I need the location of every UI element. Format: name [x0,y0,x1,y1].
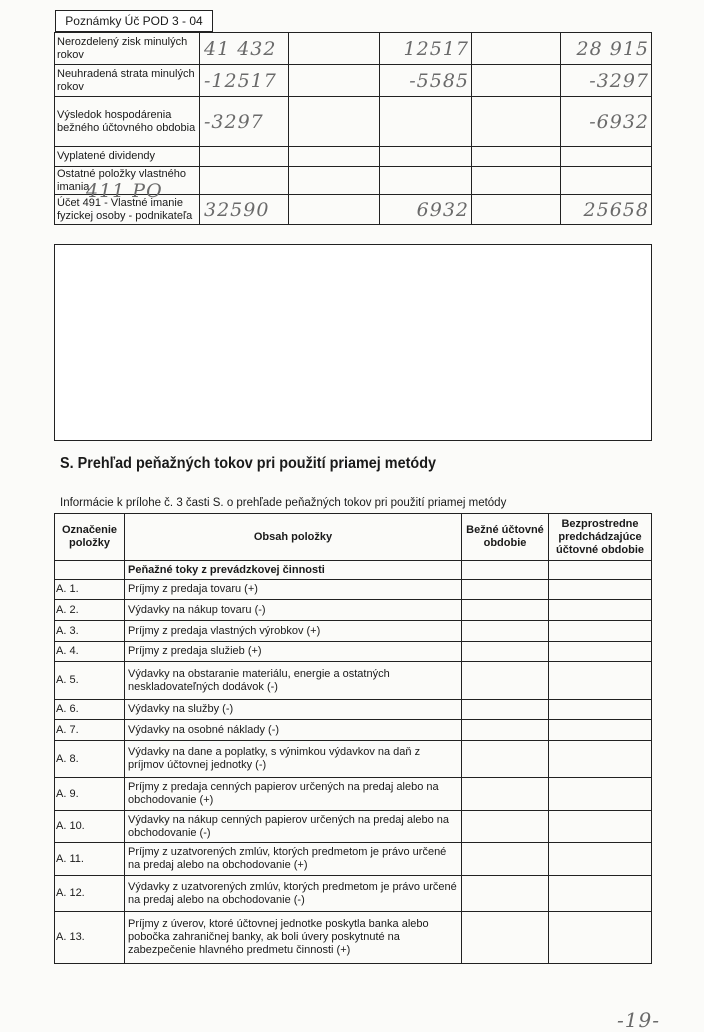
handwritten-value: 25658 [583,198,649,221]
equity-value-cell [380,147,472,167]
cashflow-row [55,621,652,642]
handwritten-value: 32590 [204,198,270,221]
cashflow-row [55,600,652,621]
row-description: Príjmy z predaja služieb (+) [125,642,462,662]
row-description: Výdavky z uzatvorených zmlúv, ktorých predmetom je právo určené na predaj alebo na obchodovanie (-) [125,876,462,912]
previous-period-value [549,700,652,720]
row-code: A. 11. [55,843,125,876]
previous-period-value [549,741,652,778]
row-description: Výdavky na dane a poplatky, s výnimkou výdavkov na daň z príjmov účtovnej jednotky (-) [125,741,462,778]
handwritten-value: -12517 [204,69,277,92]
current-period-value [462,662,549,700]
row-code: A. 8. [55,741,125,778]
row-description: Výdavky na nákup tovaru (-) [125,600,462,621]
row-description: Výdavky na nákup cenných papierov určených na predaj alebo na obchodovanie (-) [125,811,462,843]
cashflow-row [55,642,652,662]
section-subtitle: Informácie k prílohe č. 3 časti S. o prehľade peňažných tokov pri použití priamej metódy [60,497,507,509]
cashflow-row [55,662,652,700]
cashflow-row [55,720,652,741]
equity-value-cell [380,195,472,225]
previous-period-value [549,843,652,876]
notes-box [54,244,652,441]
equity-row [55,147,652,167]
equity-value-cell [561,97,652,147]
handwritten-value: -3297 [589,69,649,92]
equity-value-cell [472,97,561,147]
page-number: -19- [617,1008,660,1032]
cashflow-group-row [55,561,652,580]
cashflow-table [54,513,652,964]
equity-value-cell [561,147,652,167]
current-period-value [462,642,549,662]
equity-value-cell [472,65,561,97]
equity-value-cell [200,97,289,147]
previous-period-value [549,580,652,600]
current-period-value [462,741,549,778]
equity-value-cell [561,65,652,97]
previous-period-value [549,600,652,621]
equity-value-cell [380,97,472,147]
row-description: Výdavky na služby (-) [125,700,462,720]
row-code: A. 10. [55,811,125,843]
header-description: Obsah položky [125,514,462,561]
section-title: S. Prehľad peňažných tokov pri použití priamej metódy [60,455,437,472]
equity-row-label: Ostatné položky vlastného imania [55,167,200,195]
handwritten-value: -5585 [409,69,469,92]
empty-cell [549,561,652,580]
row-code: A. 13. [55,912,125,964]
handwritten-value: -6932 [589,110,649,133]
cashflow-row [55,741,652,778]
equity-value-cell [200,65,289,97]
current-period-value [462,600,549,621]
header-current-period: Bežné účtovné obdobie [462,514,549,561]
handwritten-note: 411 PO [86,180,163,202]
current-period-value [462,876,549,912]
previous-period-value [549,912,652,964]
current-period-value [462,912,549,964]
previous-period-value [549,621,652,642]
row-code: A. 3. [55,621,125,642]
cashflow-row [55,876,652,912]
current-period-value [462,700,549,720]
previous-period-value [549,642,652,662]
previous-period-value [549,662,652,700]
equity-value-cell [200,167,289,195]
equity-row-label: Účet 491 - Vlastné imanie fyzickej osoby - podnikateľa [55,195,200,225]
cashflow-row [55,778,652,811]
equity-value-cell [472,33,561,65]
equity-value-cell [561,167,652,195]
previous-period-value [549,876,652,912]
handwritten-value: 28 915 [576,37,649,60]
row-code: A. 5. [55,662,125,700]
equity-row-label: Vyplatené dividendy [55,147,200,167]
equity-value-cell [289,147,380,167]
row-code: A. 1. [55,580,125,600]
form-label: Poznámky Úč POD 3 - 04 [55,10,213,32]
cashflow-row [55,843,652,876]
equity-row [55,65,652,97]
equity-value-cell [472,167,561,195]
header-code: Označenie položky [55,514,125,561]
current-period-value [462,843,549,876]
row-code: A. 2. [55,600,125,621]
current-period-value [462,778,549,811]
current-period-value [462,580,549,600]
row-code: A. 7. [55,720,125,741]
row-description: Príjmy z predaja cenných papierov určených na predaj alebo na obchodovanie (+) [125,778,462,811]
row-description: Príjmy z úverov, ktoré účtovnej jednotke poskytla banka alebo pobočka zahraničnej banky, ak boli úvery poskytnuté na zabezpečenie hlavného predmetu činnosti (+) [125,912,462,964]
handwritten-value: -3297 [204,110,264,133]
row-code: A. 6. [55,700,125,720]
previous-period-value [549,778,652,811]
equity-row-label: Nerozdelený zisk minulých rokov [55,33,200,65]
equity-value-cell [561,195,652,225]
handwritten-value: 6932 [416,198,469,221]
cashflow-row [55,811,652,843]
current-period-value [462,621,549,642]
row-description: Príjmy z uzatvorených zmlúv, ktorých predmetom je právo určené na predaj alebo na obchodovanie (+) [125,843,462,876]
current-period-value [462,811,549,843]
row-description: Výdavky na obstaranie materiálu, energie a ostatných neskladovateľných dodávok (-) [125,662,462,700]
equity-value-cell [289,97,380,147]
equity-value-cell [289,33,380,65]
handwritten-value: 12517 [403,37,469,60]
equity-value-cell [472,147,561,167]
cashflow-row [55,580,652,600]
equity-row [55,97,652,147]
current-period-value [462,720,549,741]
cashflow-row [55,700,652,720]
row-code: A. 4. [55,642,125,662]
handwritten-value: 41 432 [204,37,277,60]
row-code: A. 12. [55,876,125,912]
equity-row-label: Výsledok hospodárenia bežného účtovného obdobia [55,97,200,147]
row-description: Príjmy z predaja tovaru (+) [125,580,462,600]
equity-value-cell [380,65,472,97]
equity-value-cell [289,195,380,225]
empty-cell [462,561,549,580]
equity-value-cell [289,167,380,195]
row-code: A. 9. [55,778,125,811]
previous-period-value [549,811,652,843]
header-previous-period: Bezprostredne predchádzajúce účtovné obdobie [549,514,652,561]
group-title: Peňažné toky z prevádzkovej činnosti [125,561,462,580]
equity-row [55,33,652,65]
equity-value-cell [200,195,289,225]
equity-value-cell [289,65,380,97]
equity-value-cell [380,33,472,65]
equity-value-cell [380,167,472,195]
equity-value-cell [472,195,561,225]
equity-value-cell [561,33,652,65]
equity-row-label: Neuhradená strata minulých rokov [55,65,200,97]
cashflow-row [55,912,652,964]
equity-value-cell [200,147,289,167]
equity-value-cell [200,33,289,65]
empty-cell [55,561,125,580]
previous-period-value [549,720,652,741]
row-description: Výdavky na osobné náklady (-) [125,720,462,741]
row-description: Príjmy z predaja vlastných výrobkov (+) [125,621,462,642]
cashflow-header-row [55,514,652,561]
